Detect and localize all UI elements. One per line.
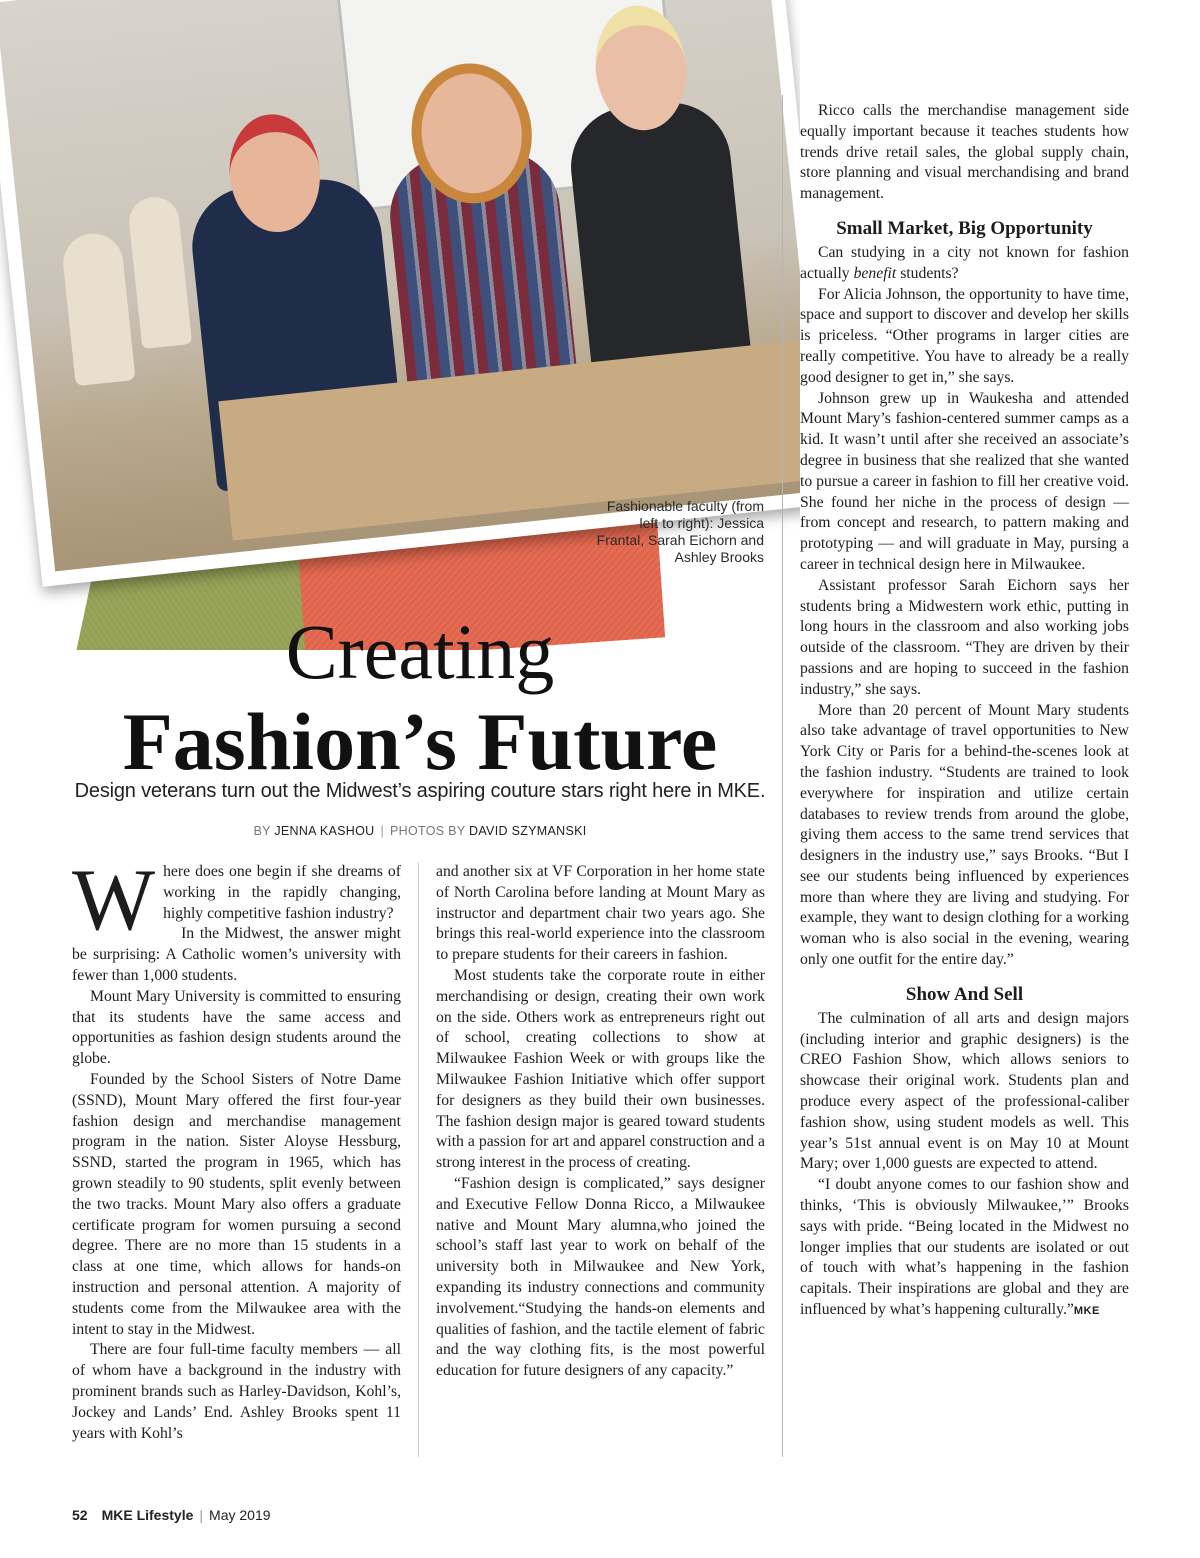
byline-author: JENNA KASHOU	[274, 824, 375, 838]
paragraph-text: “I doubt anyone comes to our fashion show and thinks, ‘This is obviously Milwaukee,’” Brooks says with pride. “Being located in the Midwest no longer implies that our students are isolated or out of touch with what’s happening in the fashion capitals. Their inspirations are global and they are influenced by what’s happening culturally.”	[800, 1176, 1129, 1319]
magazine-name: MKE Lifestyle	[101, 1507, 194, 1523]
paragraph	[800, 243, 1129, 285]
byline	[40, 824, 800, 838]
column-divider-right	[782, 95, 783, 1457]
headline-line-2: Fashion’s Future	[122, 696, 718, 787]
page-number: 52	[72, 1507, 88, 1523]
end-mark: MKE	[1073, 1305, 1100, 1318]
byline-by-label: BY	[253, 824, 271, 838]
paragraph-text: Can studying in a city not known for fashion actually	[800, 243, 1129, 282]
paragraph: The culmination of all arts and design majors (including interior and graphic designers) is the CREO Fashion Show, which allows seniors to showcase their original work. Students plan and produce every aspect of the professional-caliber fashion show, using student models as well. This year’s 51st annual event is on May 10 at Mount Mary; over 1,000 guests are expected to attend.	[800, 1009, 1129, 1173]
paragraph: For Alicia Johnson, the opportunity to have time, space and support to discover and develop her skills is priceless. “Other programs in larger cities are really competitive. You have to already be a really good designer to get in,” she says.	[800, 285, 1129, 386]
paragraph: Ricco calls the merchandise management side equally important because it teaches students how trends drive retail sales, the global supply chain, store planning and visual merchandising and brand management.	[800, 102, 1129, 203]
byline-photos-label: PHOTOS BY	[390, 824, 466, 838]
section-heading: Show And Sell	[905, 983, 1024, 1005]
article-column-1	[72, 852, 401, 1444]
dress-form	[127, 195, 192, 349]
issue-date: May 2019	[209, 1507, 271, 1523]
article-column-2	[436, 862, 765, 1382]
paragraph: Assistant professor Sarah Eichorn says her students bring a Midwestern work ethic, putting in long hours in the classroom and also working jobs outside of the classroom. “They are driven by their passions and are hoping to succeed in the fashion industry,” she says.	[800, 576, 1129, 698]
paragraph	[72, 852, 401, 949]
paragraph-text: students?	[896, 264, 959, 282]
paragraph: and another six at VF Corporation in her home state of North Carolina before landing at Mount Mary as instructor and department chair two years ago. She brings this real-world experience into the classroom to prepare students for their careers in fashion.	[436, 863, 765, 964]
section-heading: Small Market, Big Opportunity	[836, 217, 1093, 239]
paragraph	[800, 1175, 1129, 1322]
person-right	[565, 97, 751, 372]
paragraph-text: here does one begin if she dreams of working in the rapidly changing, highly competitive fashion industry?	[163, 863, 401, 922]
paragraph: More than 20 percent of Mount Mary students also take advantage of travel opportunities to New York City or Paris for a behind-the-scenes look at the fashion industry. “Students are trained to look everywhere for inspiration and utilize certain databases to review trends from around the globe, giving them access to the same trend services that designers in the industry use,” says Brooks. “But I see our students being influenced by experiences more than where they are living and studying. For example, they want to design clothing for a working woman who is also social in the evening, wearing only one outfit for the entire day.”	[800, 701, 1129, 969]
photo-caption: Fashionable faculty (from left to right): Jessica Frantal, Sarah Eichorn and Ashley Brooks	[596, 498, 764, 565]
dress-form	[60, 231, 135, 386]
emphasis-text: benefit	[853, 264, 897, 282]
article-column-3	[800, 101, 1129, 1322]
column-divider-middle	[418, 862, 419, 1457]
faculty-photo	[0, 0, 800, 571]
paragraph: Most students take the corporate route in either merchandising or design, creating their own work on the side. Others work as entrepreneurs right out of school, creating collections to show at Milwaukee Fashion Week or with groups like the Milwaukee Fashion Initiative which offer support for designers as they build their own businesses. The fashion design major is geared toward students with a passion for art and apparel construction and a strong interest in the process of creating.	[436, 966, 765, 1172]
deck-subtitle: Design veterans turn out the Midwest’s aspiring couture stars right here in MKE.	[74, 780, 766, 802]
drop-cap: W	[72, 852, 156, 949]
paragraph: “Fashion design is complicated,” says designer and Executive Fellow Donna Ricco, a Milwaukee native and Mount Mary alumna,who joined the school’s staff last year to work on behalf of the university both in Milwaukee and New York, expanding its industry connections and community involvement.“Studying the hands-on elements and qualities of fashion, and the tactile element of fabric and the way clothing fits, is the most powerful education for future designers of any capacity.”	[436, 1174, 765, 1380]
byline-separator: |	[380, 824, 385, 838]
footer-separator: |	[199, 1507, 204, 1523]
paragraph: In the Midwest, the answer might be surprising: A Catholic women’s university with fewer than 1,000 students.	[72, 925, 401, 984]
paragraph: Mount Mary University is committed to ensuring that its students have the same access and opportunities as fashion design students around the globe.	[72, 987, 401, 1068]
byline-photographer: DAVID SZYMANSKI	[469, 824, 587, 838]
paragraph: There are four full-time faculty members — all of whom have a background in the industry with prominent brands such as Harley-Davidson, Kohl’s, Jockey and Lands’ End. Ashley Brooks spent 11 years with Kohl’s	[72, 1341, 401, 1442]
page-footer	[72, 1507, 271, 1523]
paragraph: Johnson grew up in Waukesha and attended Mount Mary’s fashion-centered summer camps as a kid. It wasn’t until after she received an associate’s degree in business that she realized that she wanted to pursue a career in fashion to fill her creative void. She found her niche in the process of design — from concept and research, to pattern making and prototyping — and will graduate in May, pursing a career in technical design here in Milwaukee.	[800, 389, 1129, 573]
paragraph: Founded by the School Sisters of Notre Dame (SSND), Mount Mary offered the first four-year fashion design and merchandise management program in the nation. Sister Aloyse Hessburg, SSND, started the program in 1965, which has grown steadily to 90 students, split evenly between the two tracks. Mount Mary also offers a graduate certificate program for women pursuing a second degree. There are no more than 15 students in a class at one time, which allows for hands-on instruction and personal attention. A majority of students come from the Milwaukee area with the intent to stay in the Midwest.	[72, 1070, 401, 1338]
headline-line-1: Creating	[285, 608, 555, 695]
